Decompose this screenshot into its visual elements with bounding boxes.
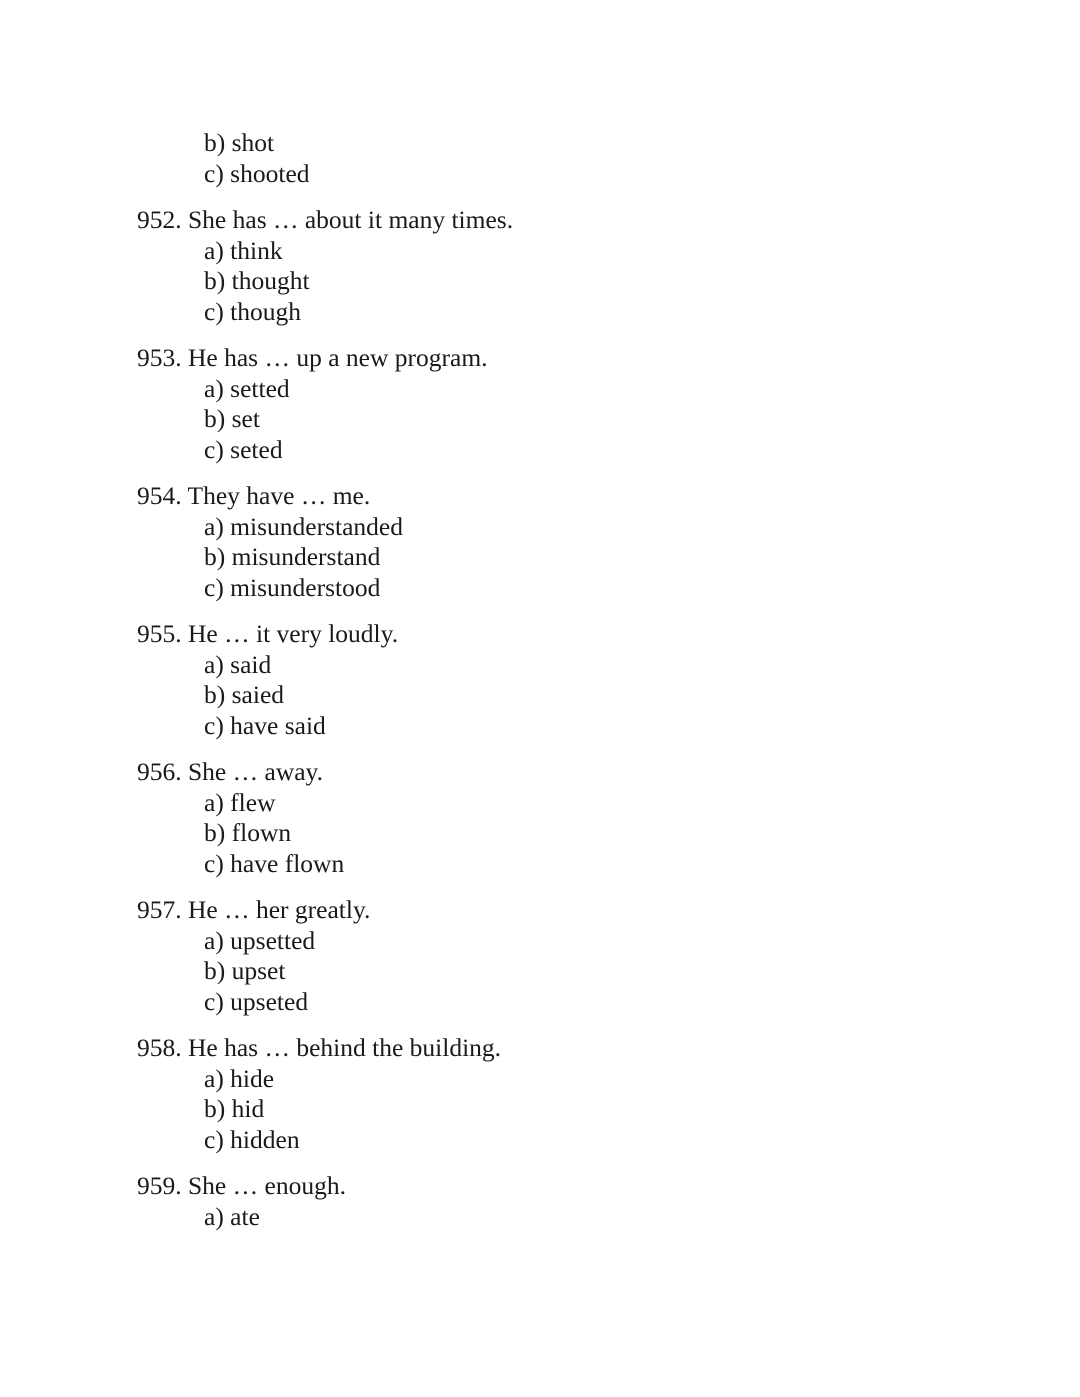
option-list bbox=[137, 788, 957, 880]
question-prompt: 952. She has … about it many times. bbox=[137, 205, 514, 234]
answer-option[interactable]: c) shooted bbox=[204, 158, 310, 188]
question-prompt: 956. She … away. bbox=[137, 757, 324, 786]
option-list bbox=[137, 236, 957, 328]
question-prompt: 959. She … enough. bbox=[137, 1171, 346, 1200]
option-list bbox=[137, 650, 957, 742]
question-block bbox=[137, 481, 957, 603]
answer-option[interactable]: a) hide bbox=[204, 1063, 275, 1093]
answer-option[interactable]: b) set bbox=[204, 404, 260, 433]
question-prompt: 954. They have … me. bbox=[137, 481, 371, 510]
answer-option[interactable]: b) shot bbox=[204, 128, 275, 157]
question-prompt: 955. He … it very loudly. bbox=[137, 619, 399, 648]
question-list bbox=[137, 128, 957, 1232]
question-block bbox=[137, 1033, 957, 1155]
answer-option[interactable]: a) setted bbox=[204, 373, 290, 403]
answer-option[interactable]: a) think bbox=[204, 235, 283, 265]
answer-option[interactable]: b) hid bbox=[204, 1094, 265, 1123]
question-block bbox=[137, 343, 957, 465]
answer-option[interactable]: c) upseted bbox=[204, 986, 309, 1016]
answer-option[interactable]: b) flown bbox=[204, 818, 292, 847]
question-prompt: 957. He … her greatly. bbox=[137, 895, 371, 924]
answer-option[interactable]: b) saied bbox=[204, 680, 285, 709]
question-block bbox=[137, 1171, 957, 1232]
question-block bbox=[137, 128, 957, 189]
answer-option[interactable]: c) misunderstood bbox=[204, 572, 381, 602]
answer-option[interactable]: b) misunderstand bbox=[204, 542, 381, 571]
answer-option[interactable]: b) thought bbox=[204, 266, 310, 295]
answer-option[interactable]: c) hidden bbox=[204, 1124, 300, 1154]
answer-option[interactable]: a) said bbox=[204, 649, 272, 679]
option-list bbox=[137, 374, 957, 466]
question-block bbox=[137, 619, 957, 741]
answer-option[interactable]: c) have flown bbox=[204, 848, 345, 878]
option-list bbox=[137, 1064, 957, 1156]
question-block bbox=[137, 205, 957, 327]
option-list bbox=[137, 926, 957, 1018]
option-list bbox=[137, 128, 957, 189]
question-prompt: 953. He has … up a new program. bbox=[137, 343, 488, 372]
answer-option[interactable]: b) upset bbox=[204, 956, 286, 985]
answer-option[interactable]: c) seted bbox=[204, 434, 283, 464]
answer-option[interactable]: a) ate bbox=[204, 1201, 260, 1231]
answer-option[interactable]: c) have said bbox=[204, 710, 326, 740]
question-block bbox=[137, 895, 957, 1017]
option-list bbox=[137, 512, 957, 604]
question-block bbox=[137, 757, 957, 879]
answer-option[interactable]: a) flew bbox=[204, 787, 276, 817]
answer-option[interactable]: a) upsetted bbox=[204, 925, 316, 955]
option-list bbox=[137, 1202, 957, 1233]
answer-option[interactable]: a) misunderstanded bbox=[204, 511, 403, 541]
question-prompt: 958. He has … behind the building. bbox=[137, 1033, 502, 1062]
answer-option[interactable]: c) though bbox=[204, 296, 302, 326]
